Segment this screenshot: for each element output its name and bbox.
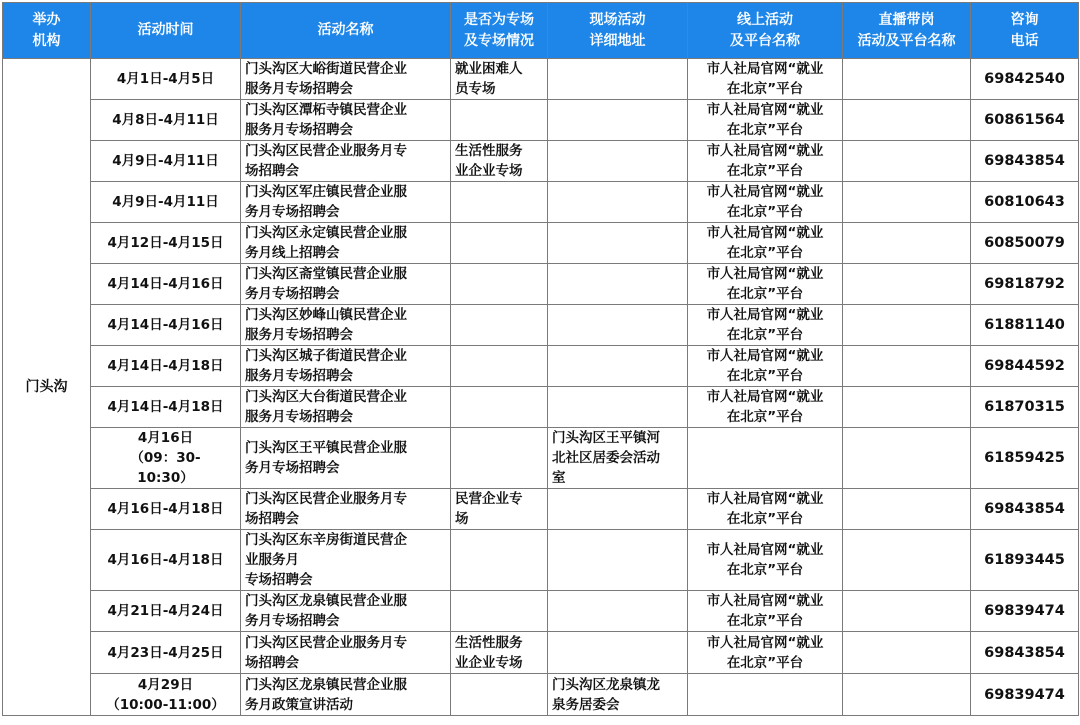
header-name (241, 3, 451, 59)
date-cell-line: 4月16日 (137, 430, 194, 446)
live-stream-cell (843, 632, 971, 674)
date-cell (91, 141, 241, 182)
table-row (3, 264, 1079, 305)
online-platform-cell (688, 428, 843, 489)
phone-cell: 61859425 (971, 428, 1079, 489)
date-cell-line: 10:30） (137, 470, 194, 486)
address-cell (548, 182, 688, 223)
date-cell-line: 4月8日-4月11日 (112, 112, 219, 128)
phone-cell: 61881140 (971, 305, 1079, 346)
name-cell (241, 387, 451, 428)
table-row (3, 346, 1079, 387)
online-platform-cell (688, 530, 843, 591)
live-stream-cell (843, 100, 971, 141)
special-cell (451, 264, 548, 305)
name-cell (241, 346, 451, 387)
name-cell-line: 门头沟区妙峰山镇民营企业 (245, 307, 407, 323)
header-live-line: 直播带岗 (878, 11, 935, 28)
online-platform-cell-line: 在北京”平台 (726, 327, 804, 343)
date-cell (91, 387, 241, 428)
name-cell-line: 门头沟区城子街道民营企业 (245, 348, 407, 364)
name-cell-line: 务月专场招聘会 (245, 613, 340, 629)
online-platform-cell (688, 489, 843, 530)
online-platform-cell (688, 305, 843, 346)
date-cell (91, 223, 241, 264)
address-cell-line: 泉务居委会 (552, 696, 620, 713)
online-platform-cell (688, 264, 843, 305)
online-platform-cell-line: 在北京”平台 (726, 204, 804, 220)
header-online-line: 线上活动 (737, 11, 793, 28)
date-cell-line: 4月16日-4月18日 (107, 552, 224, 568)
address-cell-line: 门头沟区龙泉镇龙 (552, 676, 660, 693)
phone-cell: 69843854 (971, 489, 1079, 530)
online-platform-cell (688, 100, 843, 141)
name-cell-line: 场招聘会 (245, 654, 299, 671)
live-stream-cell (843, 59, 971, 100)
special-cell-line: 业企业专场 (455, 654, 523, 671)
name-cell-line: 务月专场招聘会 (245, 204, 340, 220)
online-platform-cell-line: 市人社局官网“就业 (706, 389, 824, 405)
special-cell (451, 182, 548, 223)
special-cell (451, 632, 548, 674)
name-cell-line: 门头沟区潭柘寺镇民营企业 (245, 102, 407, 118)
special-cell-line: 生活性服务 (455, 634, 523, 651)
online-platform-cell-line: 市人社局官网“就业 (706, 593, 824, 609)
header-online (688, 3, 843, 59)
online-platform-cell-line: 市人社局官网“就业 (706, 348, 824, 364)
online-platform-cell-line: 市人社局官网“就业 (706, 225, 824, 241)
name-cell-line: 务月专场招聘会 (245, 286, 340, 302)
phone-cell: 69839474 (971, 591, 1079, 632)
live-stream-cell (843, 264, 971, 305)
phone-cell: 69843854 (971, 632, 1079, 674)
special-cell (451, 428, 548, 489)
online-platform-cell (688, 182, 843, 223)
special-cell (451, 489, 548, 530)
live-stream-cell (843, 489, 971, 530)
name-cell (241, 264, 451, 305)
header-date-line: 活动时间 (137, 22, 194, 38)
header-live-line: 活动及平台名称 (857, 32, 956, 49)
table-row (3, 305, 1079, 346)
date-cell (91, 489, 241, 530)
date-cell (91, 674, 241, 716)
name-cell-line: 服务月专场招聘会 (245, 409, 353, 425)
table-row (3, 100, 1079, 141)
live-stream-cell (843, 387, 971, 428)
address-cell (548, 305, 688, 346)
date-cell-line: 4月14日-4月16日 (107, 276, 224, 292)
special-cell (451, 223, 548, 264)
online-platform-cell-line: 市人社局官网“就业 (706, 102, 824, 118)
name-cell-line: 专场招聘会 (245, 572, 313, 588)
phone-cell: 61870315 (971, 387, 1079, 428)
online-platform-cell (688, 59, 843, 100)
header-address (548, 3, 688, 59)
date-cell-line: 4月23日-4月25日 (107, 644, 224, 661)
date-cell (91, 182, 241, 223)
online-platform-cell-line: 在北京”平台 (726, 286, 804, 302)
address-cell (548, 530, 688, 591)
name-cell-line: 服务月专场招聘会 (245, 122, 353, 138)
name-cell-line: 门头沟区龙泉镇民营企业服 (245, 676, 407, 693)
name-cell-line: 业服务月 (245, 552, 299, 568)
address-cell (548, 223, 688, 264)
date-cell-line: （09：30- (130, 450, 201, 466)
live-stream-cell (843, 346, 971, 387)
live-stream-cell (843, 428, 971, 489)
phone-cell: 69843854 (971, 141, 1079, 182)
name-cell-line: 门头沟区东辛房街道民营企 (245, 532, 407, 548)
name-cell-line: 服务月专场招聘会 (245, 81, 353, 97)
header-org (3, 3, 91, 59)
name-cell-line: 服务月专场招聘会 (245, 327, 353, 343)
date-cell-line: 4月9日-4月11日 (112, 153, 219, 169)
address-cell (548, 387, 688, 428)
header-org-line: 举办 (32, 11, 61, 28)
header-address-line: 现场活动 (589, 11, 646, 28)
name-cell (241, 305, 451, 346)
online-platform-cell-line: 在北京”平台 (726, 562, 804, 578)
header-special-line: 及专场情况 (464, 32, 534, 49)
header-name-line: 活动名称 (317, 22, 374, 38)
date-cell (91, 59, 241, 100)
address-cell (548, 141, 688, 182)
online-platform-cell-line: 市人社局官网“就业 (706, 307, 824, 323)
table-row (3, 591, 1079, 632)
table-row (3, 674, 1079, 716)
special-cell-line: 民营企业专 (455, 491, 523, 507)
activity-table (2, 2, 1079, 716)
name-cell (241, 632, 451, 674)
special-cell-line: 就业困难人 (455, 61, 523, 77)
online-platform-cell-line: 市人社局官网“就业 (706, 266, 824, 282)
date-cell (91, 591, 241, 632)
phone-cell: 60850079 (971, 223, 1079, 264)
online-platform-cell-line: 市人社局官网“就业 (706, 184, 824, 200)
name-cell (241, 530, 451, 591)
special-cell (451, 387, 548, 428)
address-cell (548, 346, 688, 387)
table-row (3, 223, 1079, 264)
table-row (3, 489, 1079, 530)
name-cell (241, 428, 451, 489)
name-cell (241, 59, 451, 100)
name-cell (241, 674, 451, 716)
online-platform-cell-line: 在北京”平台 (726, 368, 804, 384)
date-cell-line: 4月14日-4月18日 (107, 399, 224, 415)
live-stream-cell (843, 591, 971, 632)
special-cell-line: 生活性服务 (455, 143, 523, 159)
header-phone (971, 3, 1079, 59)
name-cell-line: 服务月专场招聘会 (245, 368, 353, 384)
live-stream-cell (843, 182, 971, 223)
address-cell-line: 室 (552, 470, 566, 486)
live-stream-cell (843, 223, 971, 264)
live-stream-cell (843, 674, 971, 716)
date-cell-line: （10:00-11:00） (106, 696, 225, 713)
name-cell (241, 182, 451, 223)
name-cell (241, 141, 451, 182)
address-cell (548, 428, 688, 489)
name-cell-line: 门头沟区军庄镇民营企业服 (245, 184, 407, 200)
phone-cell: 60810643 (971, 182, 1079, 223)
special-cell (451, 591, 548, 632)
header-special (451, 3, 548, 59)
table-row (3, 530, 1079, 591)
table-body (3, 59, 1079, 716)
phone-cell: 61893445 (971, 530, 1079, 591)
name-cell-line: 门头沟区龙泉镇民营企业服 (245, 593, 407, 609)
date-cell-line: 4月1日-4月5日 (116, 71, 215, 87)
online-platform-cell (688, 223, 843, 264)
special-cell (451, 100, 548, 141)
online-platform-cell-line: 市人社局官网“就业 (706, 61, 824, 77)
address-cell (548, 100, 688, 141)
date-cell-line: 4月12日-4月15日 (107, 235, 224, 251)
special-cell (451, 346, 548, 387)
table-row (3, 632, 1079, 674)
table-row (3, 141, 1079, 182)
organizer-cell: 门头沟 (3, 59, 91, 716)
header-org-line: 机构 (32, 32, 61, 49)
online-platform-cell (688, 591, 843, 632)
special-cell (451, 59, 548, 100)
address-cell (548, 674, 688, 716)
table-row (3, 387, 1079, 428)
name-cell-line: 务月专场招聘会 (245, 460, 340, 476)
header-live (843, 3, 971, 59)
table-row (3, 428, 1079, 489)
special-cell (451, 530, 548, 591)
phone-cell: 60861564 (971, 100, 1079, 141)
header-special-line: 是否为专场 (464, 11, 534, 28)
online-platform-cell (688, 387, 843, 428)
header-phone-line: 电话 (1010, 32, 1039, 49)
special-cell (451, 305, 548, 346)
name-cell (241, 489, 451, 530)
name-cell-line: 门头沟区民营企业服务月专 (245, 634, 407, 651)
table-row (3, 182, 1079, 223)
name-cell (241, 223, 451, 264)
name-cell-line: 门头沟区民营企业服务月专 (245, 143, 407, 159)
online-platform-cell-line: 在北京”平台 (726, 245, 804, 261)
table-row (3, 59, 1079, 100)
online-platform-cell-line: 市人社局官网“就业 (706, 542, 824, 558)
online-platform-cell (688, 632, 843, 674)
date-cell-line: 4月21日-4月24日 (107, 603, 224, 619)
special-cell-line: 员专场 (455, 81, 496, 97)
name-cell (241, 100, 451, 141)
online-platform-cell-line: 在北京”平台 (726, 81, 804, 97)
header-address-line: 详细地址 (589, 32, 646, 49)
date-cell (91, 264, 241, 305)
special-cell-line: 业企业专场 (455, 163, 523, 179)
date-cell-line: 4月29日 (137, 676, 194, 693)
date-cell (91, 632, 241, 674)
phone-cell: 69844592 (971, 346, 1079, 387)
live-stream-cell (843, 141, 971, 182)
date-cell-line: 4月9日-4月11日 (112, 194, 219, 210)
name-cell-line: 务月线上招聘会 (245, 245, 340, 261)
address-cell (548, 489, 688, 530)
date-cell-line: 4月16日-4月18日 (107, 501, 224, 517)
address-cell-line: 北社区居委会活动 (552, 450, 660, 466)
date-cell (91, 305, 241, 346)
name-cell-line: 门头沟区大台街道民营企业 (245, 389, 407, 405)
address-cell-line: 门头沟区王平镇河 (552, 430, 660, 446)
name-cell-line: 门头沟区大峪街道民营企业 (245, 61, 407, 77)
special-cell (451, 141, 548, 182)
activity-table-container (2, 2, 1078, 716)
name-cell-line: 门头沟区王平镇民营企业服 (245, 440, 407, 456)
name-cell-line: 场招聘会 (245, 163, 299, 179)
date-cell-line: 4月14日-4月18日 (107, 358, 224, 374)
date-cell (91, 346, 241, 387)
online-platform-cell-line: 在北京”平台 (726, 511, 804, 527)
name-cell-line: 场招聘会 (245, 511, 299, 527)
date-cell-line: 4月14日-4月16日 (107, 317, 224, 333)
online-platform-cell-line: 在北京”平台 (726, 122, 804, 138)
online-platform-cell-line: 在北京”平台 (726, 613, 804, 629)
name-cell (241, 591, 451, 632)
online-platform-cell-line: 市人社局官网“就业 (706, 634, 824, 651)
special-cell-line: 场 (455, 511, 469, 527)
online-platform-cell (688, 346, 843, 387)
header-date (91, 3, 241, 59)
phone-cell: 69842540 (971, 59, 1079, 100)
online-platform-cell-line: 在北京”平台 (726, 409, 804, 425)
name-cell-line: 务月政策宣讲活动 (245, 696, 353, 713)
online-platform-cell (688, 674, 843, 716)
online-platform-cell (688, 141, 843, 182)
online-platform-cell-line: 市人社局官网“就业 (706, 143, 824, 159)
name-cell-line: 门头沟区民营企业服务月专 (245, 491, 407, 507)
live-stream-cell (843, 530, 971, 591)
date-cell (91, 428, 241, 489)
address-cell (548, 591, 688, 632)
address-cell (548, 59, 688, 100)
phone-cell: 69839474 (971, 674, 1079, 716)
name-cell-line: 门头沟区永定镇民营企业服 (245, 225, 407, 241)
phone-cell: 69818792 (971, 264, 1079, 305)
online-platform-cell-line: 在北京”平台 (726, 163, 804, 179)
special-cell (451, 674, 548, 716)
header-online-line: 及平台名称 (730, 32, 800, 49)
header-row (3, 3, 1079, 59)
online-platform-cell-line: 市人社局官网“就业 (706, 491, 824, 507)
header-phone-line: 咨询 (1010, 11, 1039, 28)
name-cell-line: 门头沟区斋堂镇民营企业服 (245, 266, 407, 282)
online-platform-cell-line: 在北京”平台 (726, 654, 804, 671)
address-cell (548, 264, 688, 305)
date-cell (91, 530, 241, 591)
live-stream-cell (843, 305, 971, 346)
date-cell (91, 100, 241, 141)
address-cell (548, 632, 688, 674)
